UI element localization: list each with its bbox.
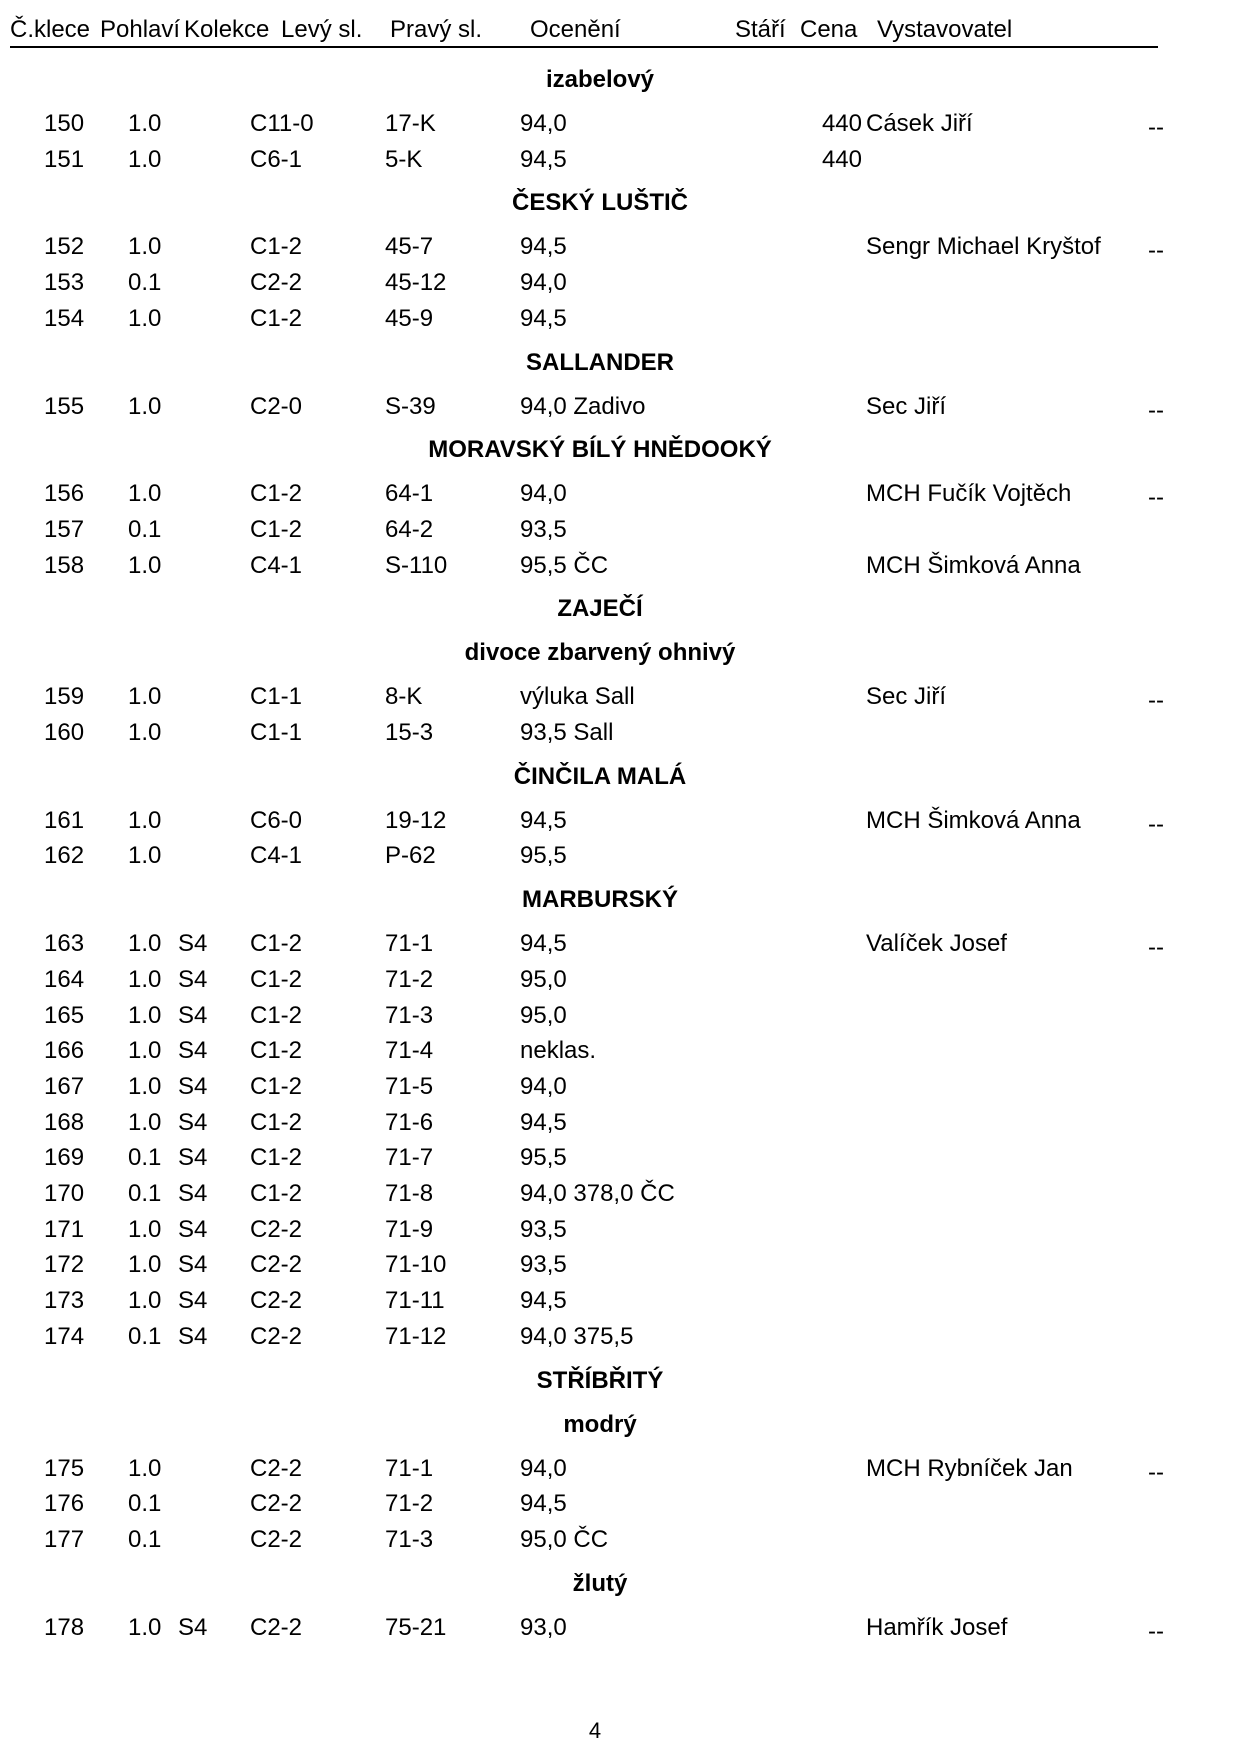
- table-row: [0, 1455, 1240, 1485]
- cell-sex: 1.0: [128, 1454, 162, 1482]
- section-title: STŘÍBŘITÝ: [536, 1366, 664, 1394]
- cell-cage-number: 163: [44, 930, 85, 958]
- cell-right-ring: 71-1: [385, 930, 434, 958]
- cell-sex: 0.1: [128, 1180, 162, 1207]
- cell-award: 94,5: [520, 304, 567, 332]
- cell-award: 94,0: [520, 1454, 567, 1482]
- cell-cage-number: 175: [44, 1454, 85, 1482]
- cell-sex: 1.0: [128, 110, 162, 137]
- section-title: modrý: [563, 1410, 637, 1438]
- cell-right-ring: S-39: [385, 392, 436, 420]
- table-row: [0, 480, 1240, 510]
- table-row: [0, 1180, 1240, 1210]
- cell-sex: 1.0: [128, 1613, 162, 1641]
- cell-collection: S4: [178, 1251, 208, 1279]
- cell-award: 93,5 Sall: [520, 719, 614, 746]
- cell-sex: 1.0: [128, 965, 162, 993]
- cell-cage-number: 159: [44, 683, 85, 711]
- cell-exhibitor: Sec Jiří: [866, 392, 947, 420]
- table-row: [0, 146, 1240, 176]
- cell-right-ring: 71-5: [385, 1072, 434, 1100]
- cell-right-ring: 71-2: [385, 965, 434, 993]
- cell-left-ring: C2-2: [250, 1454, 303, 1482]
- cell-dash: --: [1148, 687, 1164, 715]
- cell-left-ring: C1-2: [250, 515, 303, 543]
- table-row: [0, 966, 1240, 996]
- cell-award: 94,0: [520, 480, 567, 508]
- cell-award: 94,0: [520, 269, 567, 297]
- cell-exhibitor: Sengr Michael Kryštof: [866, 233, 1101, 261]
- table-row: [0, 1251, 1240, 1281]
- header-cage-number: Č.klece: [10, 16, 91, 43]
- cell-left-ring: C4-1: [250, 551, 303, 579]
- header-left-ring: Levý sl.: [281, 16, 363, 43]
- cell-left-ring: C1-1: [250, 719, 303, 746]
- cell-sex: 0.1: [128, 1144, 162, 1172]
- cell-dash: --: [1148, 810, 1164, 838]
- section-title: izabelový: [545, 66, 655, 93]
- table-header: [0, 0, 1240, 50]
- cell-cage-number: 156: [44, 480, 85, 508]
- cell-award: 93,5: [520, 1215, 567, 1243]
- table-row: [0, 1216, 1240, 1246]
- cell-collection: S4: [178, 965, 208, 993]
- section-title: MORAVSKÝ BÍLÝ HNĚDOOKÝ: [428, 436, 772, 464]
- cell-collection: S4: [178, 1037, 208, 1065]
- cell-collection: S4: [178, 1322, 208, 1350]
- header-divider: [10, 46, 1158, 48]
- cell-cage-number: 171: [44, 1215, 85, 1243]
- cell-right-ring: 71-1: [385, 1454, 434, 1482]
- cell-sex: 1.0: [128, 233, 162, 261]
- cell-right-ring: 45-7: [385, 233, 434, 261]
- cell-sex: 1.0: [128, 392, 162, 420]
- section-title: ZAJEČÍ: [557, 595, 643, 623]
- cell-award: 94,5: [520, 1108, 567, 1136]
- cell-exhibitor: MCH Šimková Anna: [866, 806, 1081, 834]
- cell-exhibitor: Cásek Jiří: [866, 110, 973, 137]
- cell-sex: 1.0: [128, 1037, 162, 1065]
- cell-cage-number: 160: [44, 719, 85, 746]
- cell-award: 93,0: [520, 1613, 567, 1641]
- header-age: Stáří: [735, 16, 786, 43]
- cell-cage-number: 173: [44, 1287, 85, 1315]
- table-row: [0, 269, 1240, 299]
- cell-right-ring: 64-2: [385, 515, 434, 543]
- cell-right-ring: 71-2: [385, 1490, 434, 1518]
- section-title: žlutý: [572, 1569, 628, 1597]
- cell-right-ring: 71-3: [385, 1001, 434, 1029]
- cell-sex: 1.0: [128, 304, 162, 332]
- table-row: [0, 393, 1240, 423]
- cell-award: 94,5: [520, 233, 567, 261]
- cell-cage-number: 177: [44, 1525, 85, 1553]
- cell-left-ring: C1-2: [250, 930, 303, 958]
- cell-award: 95,0: [520, 965, 567, 993]
- cell-right-ring: P-62: [385, 842, 436, 870]
- cell-cage-number: 166: [44, 1037, 85, 1065]
- cell-cage-number: 154: [44, 304, 85, 332]
- cell-sex: 1.0: [128, 1108, 162, 1136]
- cell-exhibitor: MCH Rybníček Jan: [866, 1454, 1073, 1482]
- table-row: [0, 683, 1240, 713]
- cell-exhibitor: Valíček Josef: [866, 930, 1007, 958]
- cell-right-ring: 64-1: [385, 480, 434, 508]
- cell-cage-number: 150: [44, 110, 85, 137]
- cell-award: výluka Sall: [520, 683, 635, 711]
- cell-award: 94,0 Zadivo: [520, 392, 646, 420]
- table-row: [0, 1037, 1240, 1067]
- cell-left-ring: C1-1: [250, 683, 303, 711]
- cell-cage-number: 155: [44, 392, 85, 420]
- cell-left-ring: C4-1: [250, 842, 303, 870]
- cell-cage-number: 176: [44, 1490, 85, 1518]
- table-row: [0, 1109, 1240, 1139]
- cell-left-ring: C1-2: [250, 1001, 303, 1029]
- cell-sex: 1.0: [128, 806, 162, 834]
- cell-right-ring: 19-12: [385, 806, 447, 834]
- cell-right-ring: S-110: [385, 551, 448, 579]
- table-row: [0, 1287, 1240, 1317]
- cell-left-ring: C1-2: [250, 1037, 303, 1065]
- cell-right-ring: 71-4: [385, 1037, 434, 1065]
- cell-right-ring: 15-3: [385, 719, 434, 746]
- cell-sex: 1.0: [128, 1287, 162, 1315]
- cell-award: 93,5: [520, 515, 567, 543]
- cell-sex: 1.0: [128, 551, 162, 579]
- cell-sex: 0.1: [128, 269, 162, 297]
- cell-sex: 1.0: [128, 1215, 162, 1243]
- cell-right-ring: 71-9: [385, 1215, 434, 1243]
- cell-cage-number: 165: [44, 1001, 85, 1029]
- cell-left-ring: C1-2: [250, 1072, 303, 1100]
- header-sex: Pohlaví: [100, 16, 181, 43]
- section-title: ČINČILA MALÁ: [513, 762, 687, 790]
- cell-cage-number: 178: [44, 1613, 85, 1641]
- cell-award: 94,5: [520, 145, 567, 173]
- cell-left-ring: C6-1: [250, 145, 303, 173]
- cell-left-ring: C2-2: [250, 1215, 303, 1243]
- cell-cage-number: 162: [44, 842, 85, 870]
- cell-right-ring: 45-12: [385, 269, 447, 297]
- cell-cage-number: 169: [44, 1144, 85, 1172]
- cell-cage-number: 157: [44, 515, 85, 543]
- cell-award: 93,5: [520, 1251, 567, 1279]
- cell-award: 94,0: [520, 110, 567, 137]
- cell-cage-number: 161: [44, 806, 85, 834]
- cell-cage-number: 168: [44, 1108, 85, 1136]
- cell-sex: 1.0: [128, 1251, 162, 1279]
- table-row: [0, 305, 1240, 335]
- cell-collection: S4: [178, 930, 208, 958]
- cell-award: 94,0: [520, 1072, 567, 1100]
- cell-left-ring: C1-2: [250, 233, 303, 261]
- table-row: [0, 842, 1240, 872]
- cell-right-ring: 75-21: [385, 1613, 447, 1641]
- cell-right-ring: 71-8: [385, 1180, 434, 1207]
- cell-cage-number: 164: [44, 965, 85, 993]
- cell-collection: S4: [178, 1613, 208, 1641]
- table-row: [0, 1002, 1240, 1032]
- cell-left-ring: C1-2: [250, 965, 303, 993]
- cell-left-ring: C2-2: [250, 1251, 303, 1279]
- cell-award: 95,5: [520, 1144, 567, 1172]
- table-row: [0, 1614, 1240, 1644]
- header-right-ring: Pravý sl.: [390, 16, 483, 43]
- cell-left-ring: C1-2: [250, 1144, 303, 1172]
- cell-award: 94,5: [520, 806, 567, 834]
- cell-left-ring: C2-2: [250, 1525, 303, 1553]
- table-row: [0, 719, 1240, 749]
- cell-exhibitor: MCH Šimková Anna: [866, 551, 1081, 579]
- cell-collection: S4: [178, 1072, 208, 1100]
- cell-exhibitor: Hamřík Josef: [866, 1613, 1008, 1641]
- cell-award: 95,0: [520, 1001, 567, 1029]
- section-title: SALLANDER: [526, 348, 674, 376]
- cell-collection: S4: [178, 1215, 208, 1243]
- cell-price: 440: [821, 110, 862, 137]
- cell-award: 94,5: [520, 1490, 567, 1518]
- cell-left-ring: C2-2: [250, 1322, 303, 1350]
- cell-award: 94,5: [520, 1287, 567, 1315]
- cell-dash: --: [1148, 1458, 1164, 1486]
- cell-dash: --: [1148, 1617, 1164, 1645]
- table-row: [0, 807, 1240, 837]
- cell-cage-number: 152: [44, 233, 85, 261]
- table-row: [0, 1526, 1240, 1556]
- header-collection: Kolekce: [184, 16, 270, 43]
- cell-collection: S4: [178, 1180, 208, 1207]
- cell-dash: --: [1148, 934, 1164, 962]
- cell-right-ring: 71-3: [385, 1525, 434, 1553]
- cell-sex: 0.1: [128, 515, 162, 543]
- table-row: [0, 1073, 1240, 1103]
- cell-sex: 1.0: [128, 480, 162, 508]
- cell-cage-number: 170: [44, 1180, 85, 1207]
- table-row: [0, 516, 1240, 546]
- cell-left-ring: C2-2: [250, 1490, 303, 1518]
- cell-sex: 1.0: [128, 1072, 162, 1100]
- cell-award: 95,5 ČC: [520, 551, 609, 579]
- cell-right-ring: 8-K: [385, 683, 423, 711]
- cell-award: 95,0 ČC: [520, 1525, 609, 1553]
- cell-award: 94,0 375,5: [520, 1322, 634, 1350]
- cell-sex: 1.0: [128, 1001, 162, 1029]
- cell-left-ring: C1-2: [250, 480, 303, 508]
- cell-sex: 0.1: [128, 1322, 162, 1350]
- cell-right-ring: 5-K: [385, 145, 423, 173]
- cell-dash: --: [1148, 396, 1164, 424]
- cell-left-ring: C1-2: [250, 1108, 303, 1136]
- table-row: [0, 930, 1240, 960]
- cell-right-ring: 71-11: [385, 1287, 445, 1315]
- cell-cage-number: 158: [44, 551, 85, 579]
- cell-collection: S4: [178, 1144, 208, 1172]
- cell-award: neklas.: [520, 1037, 597, 1065]
- cell-right-ring: 45-9: [385, 304, 434, 332]
- table-row: [0, 1323, 1240, 1353]
- cell-left-ring: C2-0: [250, 392, 303, 420]
- section-title: divoce zbarvený ohnivý: [464, 639, 736, 667]
- cell-left-ring: C2-2: [250, 1613, 303, 1641]
- cell-right-ring: 71-6: [385, 1108, 434, 1136]
- cell-cage-number: 153: [44, 269, 85, 297]
- cell-exhibitor: MCH Fučík Vojtěch: [866, 480, 1072, 508]
- cell-award: 95,5: [520, 842, 567, 870]
- header-exhibitor: Vystavovatel: [877, 16, 1013, 43]
- cell-left-ring: C1-2: [250, 304, 303, 332]
- section-title: MARBURSKÝ: [522, 886, 678, 914]
- table-row: [0, 1144, 1240, 1174]
- cell-sex: 1.0: [128, 842, 162, 870]
- cell-sex: 1.0: [128, 683, 162, 711]
- cell-right-ring: 71-10: [385, 1251, 447, 1279]
- cell-dash: --: [1148, 114, 1164, 141]
- cell-sex: 1.0: [128, 719, 162, 746]
- cell-sex: 1.0: [128, 145, 162, 173]
- cell-collection: S4: [178, 1287, 208, 1315]
- cell-right-ring: 17-K: [385, 110, 436, 137]
- section-title: ČESKÝ LUŠTIČ: [511, 189, 688, 217]
- page-number: 4: [588, 1718, 602, 1743]
- cell-right-ring: 71-7: [385, 1144, 434, 1172]
- cell-cage-number: 174: [44, 1322, 85, 1350]
- table-row: [0, 110, 1240, 140]
- cell-award: 94,0 378,0 ČC: [520, 1180, 675, 1207]
- cell-left-ring: C2-2: [250, 269, 303, 297]
- table-row: [0, 1490, 1240, 1520]
- cell-left-ring: C6-0: [250, 806, 303, 834]
- cell-dash: --: [1148, 237, 1164, 265]
- cell-sex: 1.0: [128, 930, 162, 958]
- cell-award: 94,5: [520, 930, 567, 958]
- cell-left-ring: C2-2: [250, 1287, 303, 1315]
- cell-left-ring: C11-0: [250, 110, 314, 137]
- cell-collection: S4: [178, 1001, 208, 1029]
- cell-collection: S4: [178, 1108, 208, 1136]
- header-award: Ocenění: [530, 16, 621, 43]
- cell-left-ring: C1-2: [250, 1180, 303, 1207]
- table-row: [0, 552, 1240, 582]
- cell-cage-number: 167: [44, 1072, 85, 1100]
- header-price: Cena: [800, 16, 858, 43]
- cell-sex: 0.1: [128, 1525, 162, 1553]
- cell-sex: 0.1: [128, 1490, 162, 1518]
- cell-cage-number: 151: [44, 145, 85, 173]
- cell-dash: --: [1148, 484, 1164, 512]
- cell-cage-number: 172: [44, 1251, 85, 1279]
- cell-price: 440: [821, 145, 862, 173]
- table-row: [0, 233, 1240, 263]
- cell-right-ring: 71-12: [385, 1322, 447, 1350]
- cell-exhibitor: Sec Jiří: [866, 683, 947, 711]
